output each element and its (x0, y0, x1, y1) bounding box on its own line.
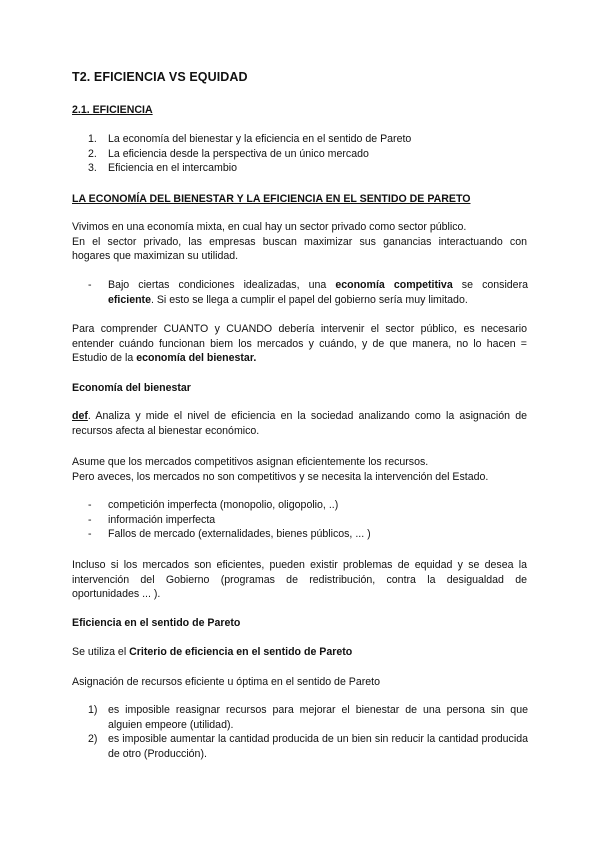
list-item: 2) es imposible aumentar la cantidad producida de un bien sin reducir la cantidad producida de otro (Producción). (88, 733, 528, 760)
list-item: - competición imperfecta (monopolio, oligopolio, ..) (88, 499, 339, 511)
section-heading: Eficiencia en el sentido de Pareto (72, 617, 241, 629)
list-item: 1. La economía del bienestar y la eficiencia en el sentido de Pareto (88, 133, 412, 145)
list-item: - Bajo ciertas condiciones idealizadas, una economía competitiva se considera eficiente. Si esto se llega a cumplir el papel del gobierno sería muy limitado. (88, 279, 528, 306)
document-title: T2. EFICIENCIA VS EQUIDAD (72, 70, 248, 84)
paragraph-equity: Incluso si los mercados son eficientes, pueden existir problemas de equidad y se desea la intervención del Gobierno (programas de redistribución, contra la desigualdad de oportunidades ... ). (72, 559, 527, 600)
paragraph-criterion: Se utiliza el Criterio de eficiencia en el sentido de Pareto (72, 646, 353, 658)
list-item: - información imperfecta (88, 513, 216, 526)
pareto-conditions-list (88, 703, 528, 761)
paragraph-public-sector: Para comprender CUANTO y CUANDO debería intervenir el sector público, es necesario entender cuándo funcionan biem los mercados y cuándo, y de que manera, no lo hacen = Estudio de la economía del bienestar. (72, 323, 527, 364)
subsection-title: 2.1. EFICIENCIA (72, 104, 153, 116)
section-heading: Economía del bienestar (72, 382, 191, 394)
bullet-list (88, 278, 528, 307)
topics-list (88, 132, 528, 176)
paragraph-competitive-markets: Asume que los mercados competitivos asignan eficientemente los recursos. Pero aveces, los mercados no son competitivos y se necesita la intervención del Estado. (72, 456, 489, 483)
paragraph-allocation: Asignación de recursos eficiente u óptima en el sentido de Pareto (72, 676, 380, 688)
market-failures-list (88, 498, 528, 542)
list-item: 2. La eficiencia desde la perspectiva de un único mercado (88, 147, 369, 160)
paragraph-mixed-economy: Vivimos en una economía mixta, en cual hay un sector privado como sector público. En el sector privado, las empresas buscan maximizar sus ganancias interactuando con hogares que maximizan su utilidad. (72, 221, 527, 262)
list-item: - Fallos de mercado (externalidades, bienes públicos, ... ) (88, 528, 371, 540)
definition-paragraph: def. Analiza y mide el nivel de eficiencia en la sociedad analizando como la asignación de recursos afecta al bienestar económico. (72, 410, 527, 437)
list-item: 3. Eficiencia en el intercambio (88, 162, 237, 174)
list-item: 1) es imposible reasignar recursos para mejorar el bienestar de una persona sin que alguien empeore (utilidad). (88, 704, 528, 731)
section-heading: LA ECONOMÍA DEL BIENESTAR Y LA EFICIENCIA EN EL SENTIDO DE PARETO (72, 193, 471, 205)
